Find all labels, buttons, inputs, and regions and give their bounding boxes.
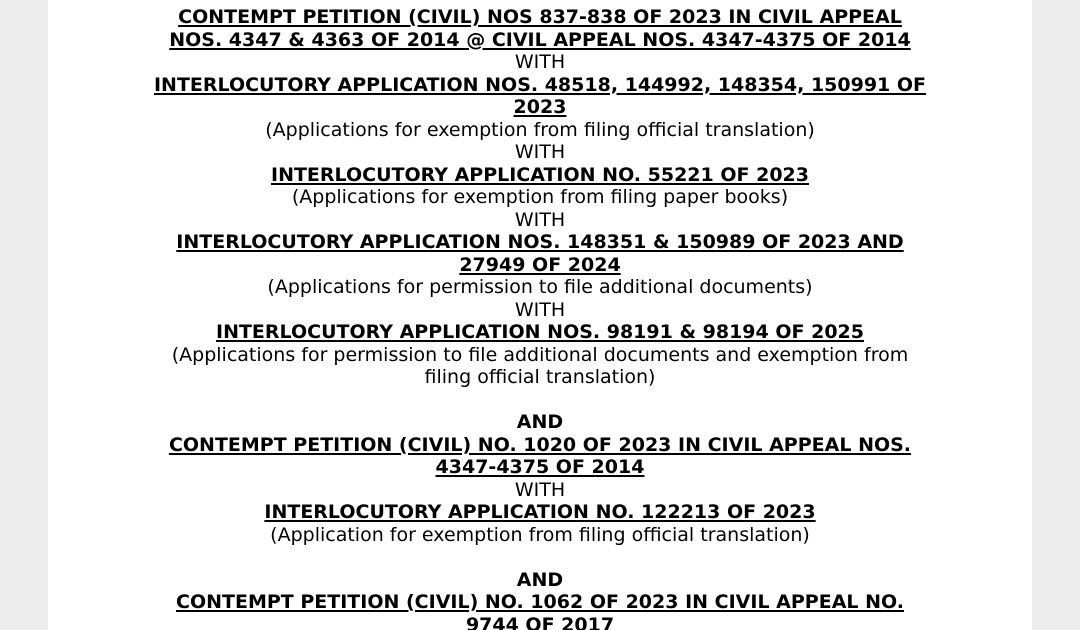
with-connector: WITH	[514, 51, 566, 73]
with-connector: WITH	[514, 208, 566, 231]
blank-line	[48, 389, 1032, 412]
case-heading: CONTEMPT PETITION (CIVIL) NOS 837-838 OF 2023 IN CIVIL APPEAL	[178, 6, 902, 28]
with-connector: WITH	[514, 298, 566, 321]
case-heading: CONTEMPT PETITION (CIVIL) NO. 1062 OF 2023 IN CIVIL APPEAL NO.	[176, 591, 904, 613]
application-description: (Applications for permission to file additional documents)	[267, 276, 813, 298]
application-heading: INTERLOCUTORY APPLICATION NO. 55221 OF 2023	[271, 163, 809, 186]
application-heading: 2023	[513, 96, 567, 118]
case-heading: 4347-4375 OF 2014	[435, 456, 645, 478]
case-heading: CONTEMPT PETITION (CIVIL) NO. 1020 OF 2023 IN CIVIL APPEAL NOS.	[168, 433, 912, 456]
application-heading: 27949 OF 2024	[459, 253, 621, 276]
blank-line	[48, 546, 1032, 569]
application-heading: INTERLOCUTORY APPLICATION NOS. 48518, 144992, 148354, 150991 OF	[153, 73, 927, 96]
application-description: (Application for exemption from filing official translation)	[270, 523, 810, 546]
and-connector: AND	[516, 568, 564, 591]
case-heading: NOS. 4347 & 4363 OF 2014 @ CIVIL APPEAL NOS. 4347-4375 OF 2014	[169, 28, 911, 51]
application-heading: INTERLOCUTORY APPLICATION NO. 122213 OF 2023	[264, 501, 816, 523]
case-heading: 9744 OF 2017	[465, 613, 615, 630]
application-description: (Applications for exemption from filing official translation)	[265, 118, 815, 141]
document-page	[48, 0, 1032, 630]
application-description: filing official translation)	[424, 366, 656, 388]
with-connector: WITH	[514, 141, 566, 163]
application-description: (Applications for exemption from filing paper books)	[291, 186, 789, 208]
case-listing	[48, 6, 1032, 630]
application-heading: INTERLOCUTORY APPLICATION NOS. 98191 & 98194 OF 2025	[216, 321, 864, 343]
with-connector: WITH	[514, 478, 566, 501]
application-description: (Applications for permission to file additional documents and exemption from	[171, 343, 909, 366]
application-heading: INTERLOCUTORY APPLICATION NOS. 148351 & 150989 OF 2023 AND	[176, 231, 904, 253]
and-connector: AND	[516, 411, 564, 433]
